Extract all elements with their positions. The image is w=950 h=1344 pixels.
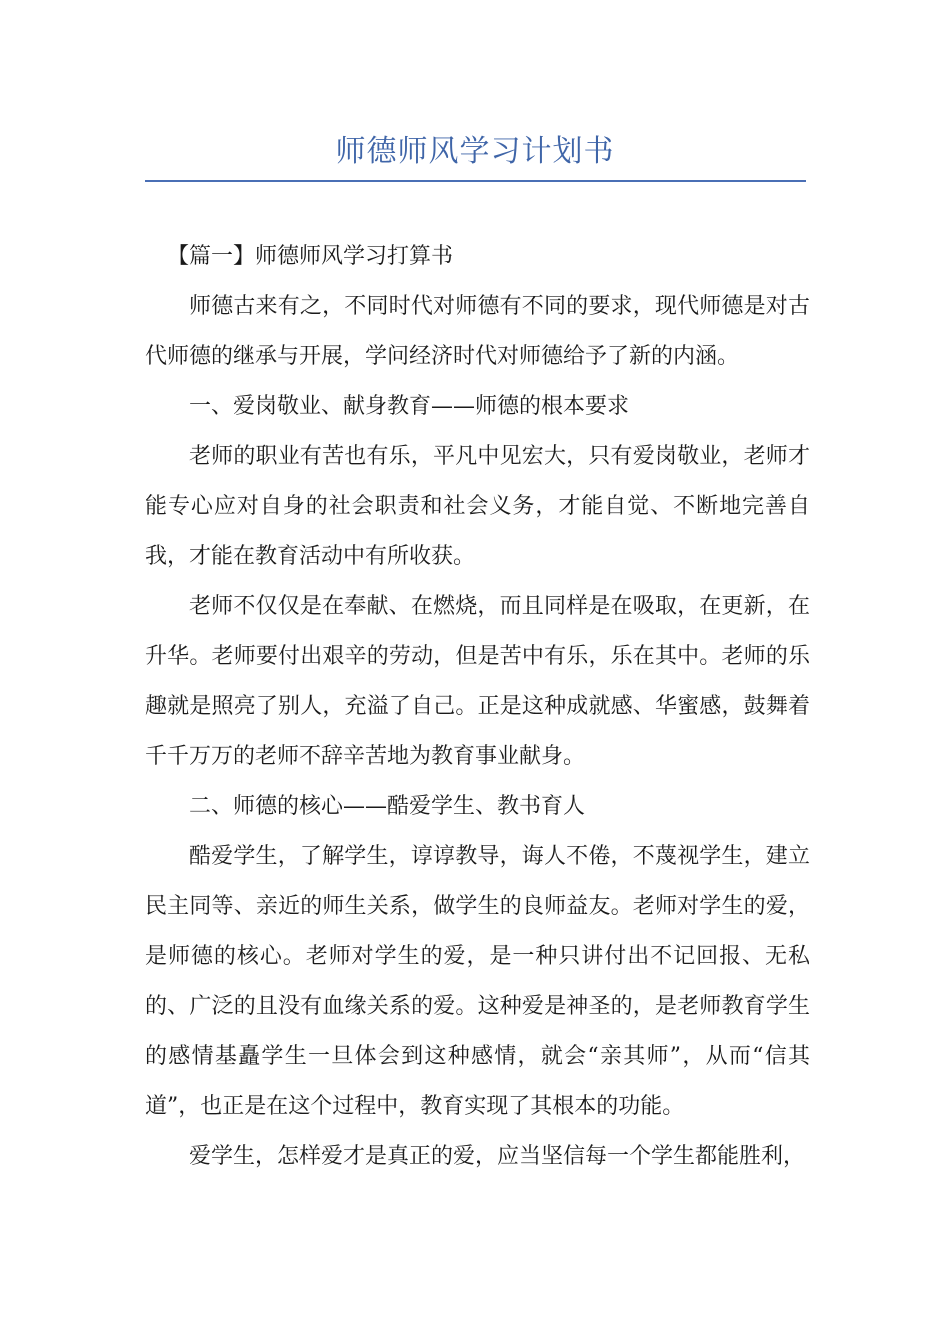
- subheading-1: 一、爱岗敬业、献身教育——师德的根本要求: [189, 394, 630, 419]
- document-title: 师德师风学习计划书: [335, 134, 615, 169]
- title-underline: [145, 180, 806, 182]
- paragraph-intro: 师德古来有之，不同时代对师德有不同的要求，现代师德是对古代师德的继承与开展，学问经济时代对师德给予了新的内涵。: [145, 294, 810, 369]
- paragraph-3: 老师不仅仅是在奉献、在燃烧，而且同样是在吸取，在更新，在升华。老师要付出艰辛的劳动，但是苦中有乐，乐在其中。老师的乐趣就是照亮了别人，充溢了自己。正是这种成就感、华蜜感，鼓舞着千千万万的老师不辞辛苦地为教育事业献身。: [145, 594, 810, 769]
- subheading-2: 二、师德的核心——酷爱学生、教书育人: [189, 794, 586, 819]
- paragraph-5: 酷爱学生，了解学生，谆谆教导，诲人不倦，不蔑视学生，建立民主同等、亲近的师生关系，做学生的良师益友。老师对学生的爱，是师德的核心。老师对学生的爱，是一种只讲付出不记回报、无私的、广泛的且没有血缘关系的爱。这种爱是神圣的，是老师教育学生的感情基矗学生一旦体会到这种感情，就会“亲其师”，从而“信其道”，也正是在这个过程中，教育实现了其根本的功能。: [145, 844, 810, 1119]
- section-heading: 【篇一】师德师风学习打算书: [167, 244, 454, 269]
- document-body: [145, 232, 810, 1182]
- paragraph-6: 爱学生，怎样爱才是真正的爱，应当坚信每一个学生都能胜利，: [189, 1144, 806, 1169]
- paragraph-2: 老师的职业有苦也有乐，平凡中见宏大，只有爱岗敬业，老师才能专心应对自身的社会职责和社会义务，才能自觉、不断地完善自我，才能在教育活动中有所收获。: [145, 444, 810, 569]
